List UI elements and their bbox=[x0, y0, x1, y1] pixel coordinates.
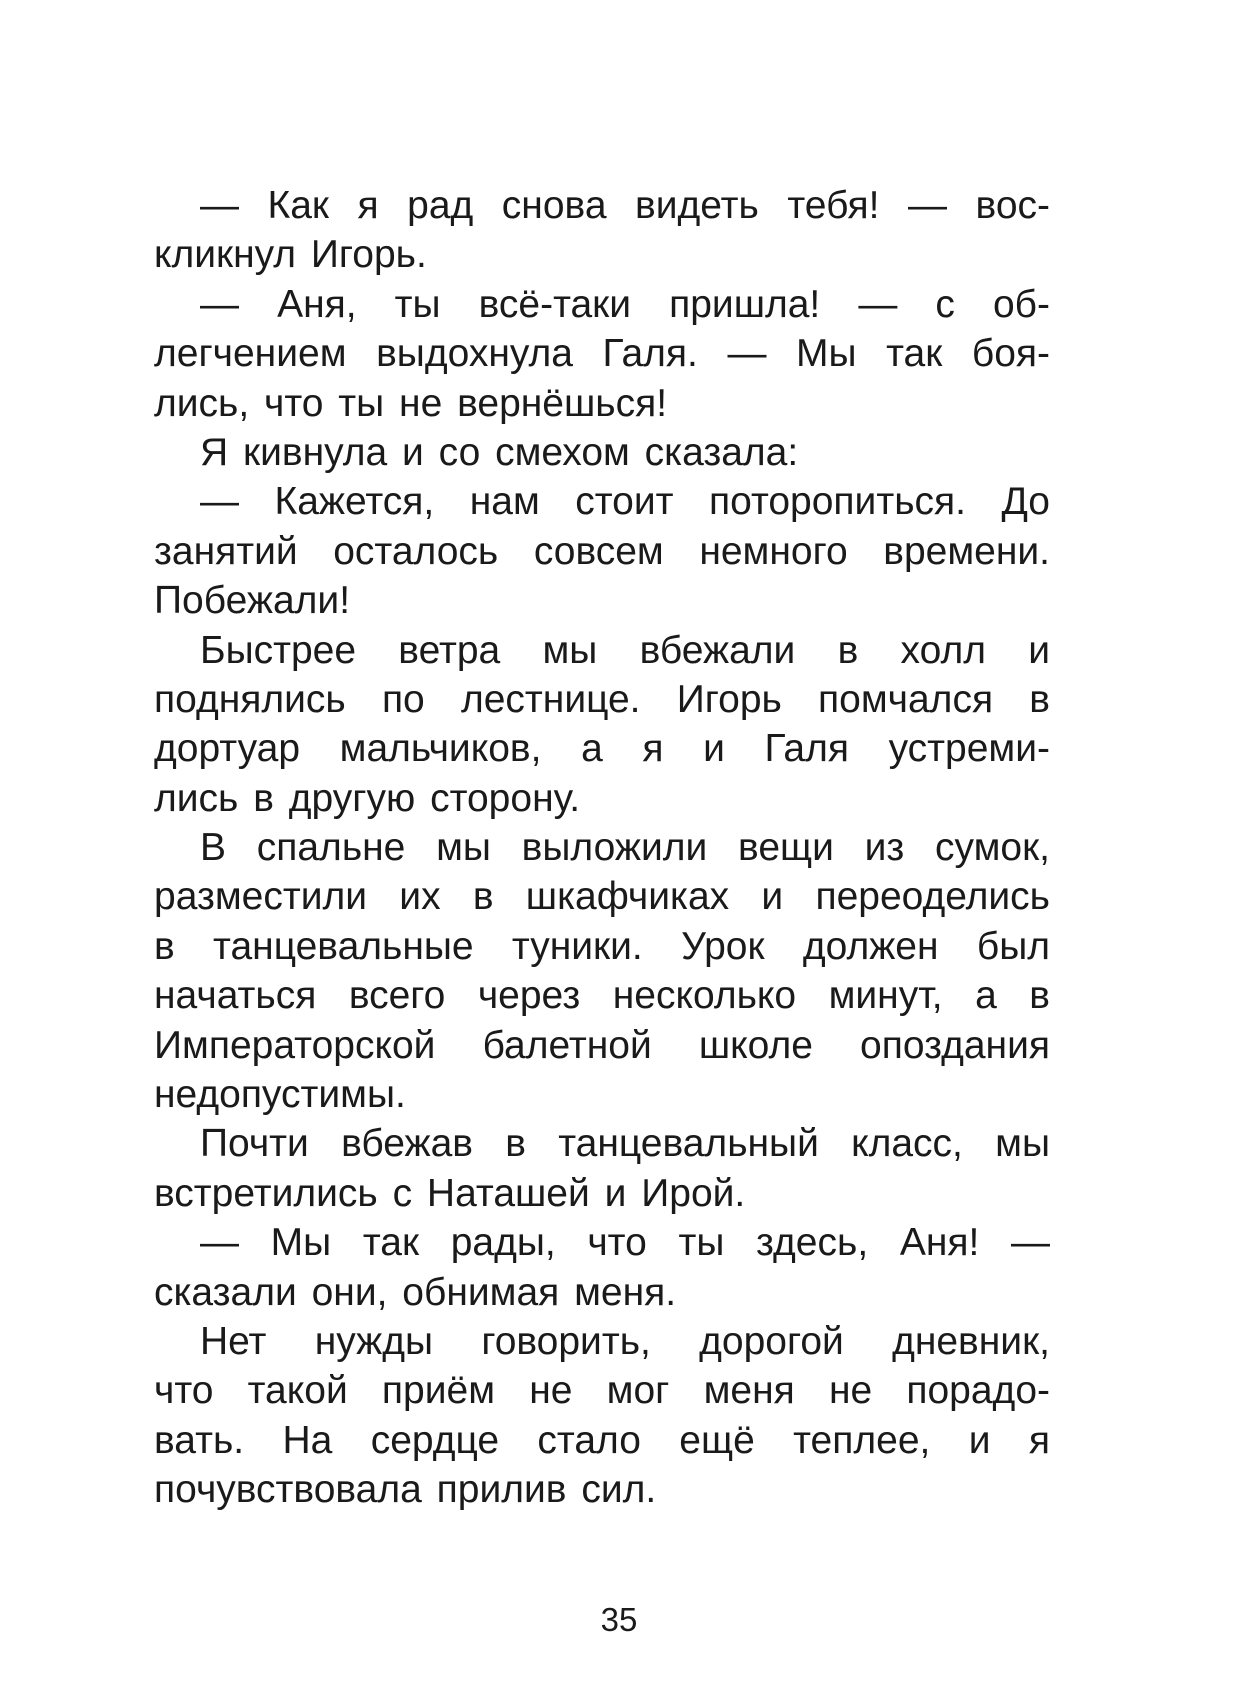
text-line: Почти вбежав в танцевальный класс, мы bbox=[200, 1122, 1050, 1166]
text-line: Быстрее ветра мы вбежали в холл и bbox=[200, 628, 1050, 672]
text-line: кликнул Игорь. bbox=[154, 233, 427, 277]
text-line: лись, что ты не вернёшься! bbox=[154, 381, 668, 425]
text-line: почувствовала прилив сил. bbox=[154, 1468, 657, 1512]
text-line: Я кивнула и со смехом сказала: bbox=[200, 430, 799, 474]
text-line: в танцевальные туники. Урок должен был bbox=[154, 924, 1050, 968]
text-line: — Мы так рады, что ты здесь, Аня! — bbox=[200, 1221, 1050, 1265]
text-line: — Кажется, нам стоит поторопиться. До bbox=[200, 480, 1050, 524]
text-line: встретились с Наташей и Ирой. bbox=[154, 1171, 746, 1215]
text-line: — Аня, ты всё-таки пришла! — с об- bbox=[200, 282, 1050, 326]
text-line: лись в другую сторону. bbox=[154, 776, 581, 820]
text-line: что такой приём не мог меня не порадо- bbox=[154, 1369, 1050, 1413]
text-line: В спальне мы выложили вещи из сумок, bbox=[200, 826, 1050, 870]
text-line: поднялись по лестнице. Игорь помчался в bbox=[154, 677, 1050, 721]
body-text bbox=[154, 181, 1050, 1515]
text-line: Императорской балетной школе опоздания bbox=[154, 1023, 1050, 1067]
text-line: недопустимы. bbox=[154, 1073, 406, 1117]
text-line: легчением выдохнула Галя. — Мы так боя- bbox=[154, 332, 1050, 376]
text-line: — Как я рад снова видеть тебя! — вос- bbox=[200, 184, 1050, 227]
text-line: занятий осталось совсем немного времени. bbox=[154, 529, 1050, 573]
text-line: дортуар мальчиков, а я и Галя устреми- bbox=[154, 727, 1050, 771]
text-line: начаться всего через несколько минут, а в bbox=[154, 974, 1050, 1018]
text-line: Нет нужды говорить, дорогой дневник, bbox=[200, 1319, 1050, 1363]
page-number: 35 bbox=[600, 1601, 638, 1638]
text-line: сказали они, обнимая меня. bbox=[154, 1270, 677, 1314]
text-line: Побежали! bbox=[154, 579, 351, 623]
text-line: вать. На сердце стало ещё теплее, и я bbox=[154, 1418, 1050, 1462]
text-line: разместили их в шкафчиках и переоделись bbox=[154, 875, 1050, 919]
